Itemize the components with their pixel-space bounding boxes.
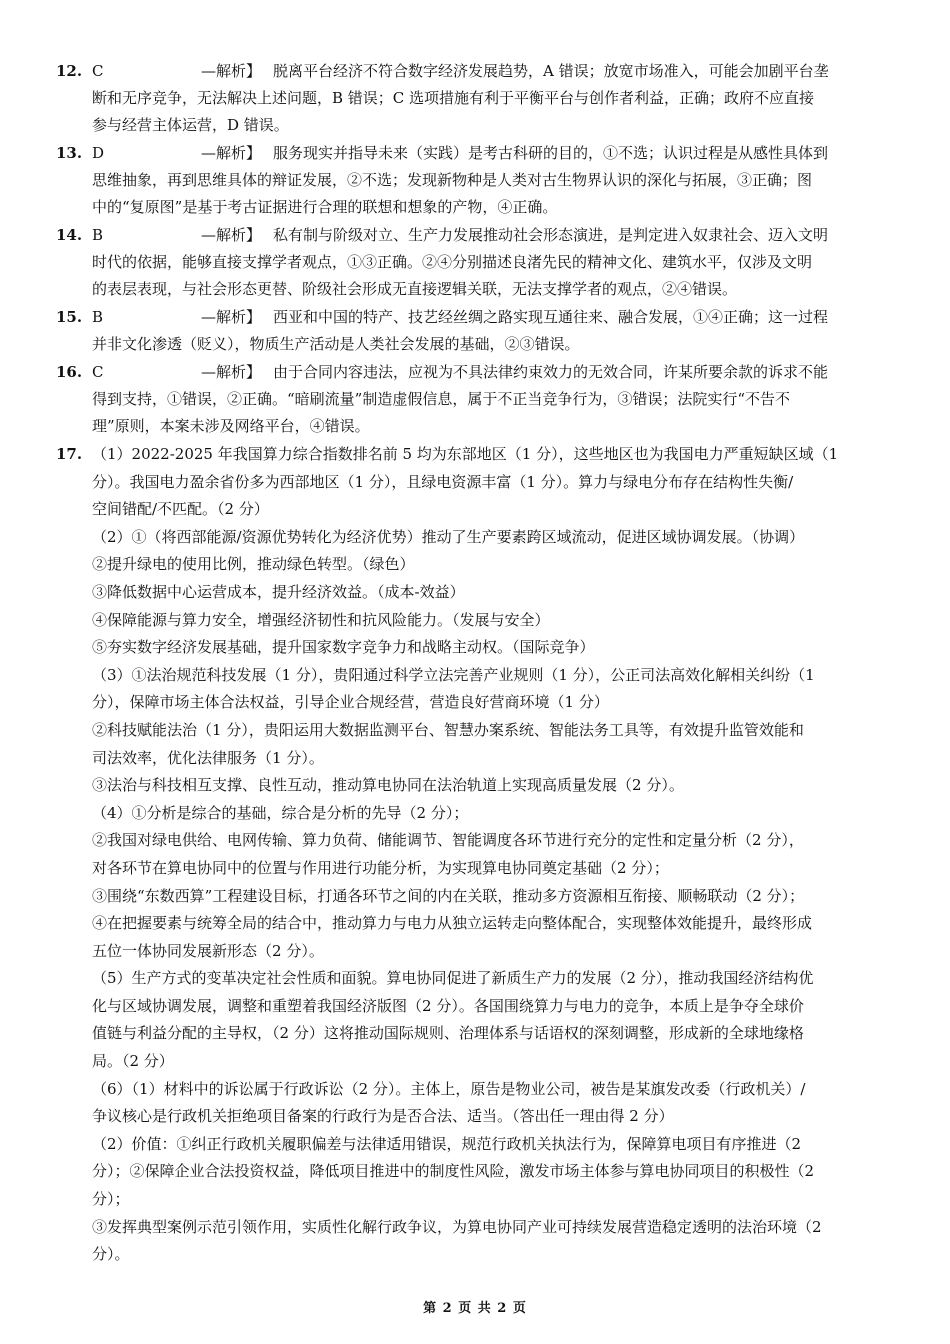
analysis-line: 的表层表现，与社会形态更替、阶级社会形成无直接逻辑关联，无法支撑学者的观点，②④错误。 (92, 280, 738, 298)
analysis-tag: —解析】 (201, 363, 262, 381)
answer-line: （2）价值：①纠正行政机关履职偏差与法律适用错误，规范行政机关执法行为，保障算电项目有序推进（2 (92, 1134, 802, 1153)
question-13 (56, 140, 894, 221)
analysis-tag: —解析】 (201, 144, 262, 162)
analysis-line: 由于合同内容违法，应视为不具法律约束效力的无效合同，许某所要余款的诉求不能 (273, 363, 829, 381)
question-number: 12. (56, 62, 83, 80)
answer-line: 分）； (92, 1190, 130, 1209)
analysis-line: 脱离平台经济不符合数字经济发展趋势，A 错误；放宽市场准入，可能会加剧平台垄 (273, 62, 829, 80)
answer-line: 分）。 (92, 1245, 130, 1264)
question-number: 13. (56, 144, 83, 162)
answer-line: （6）（1）材料中的诉讼属于行政诉讼（2 分）。主体上，原告是物业公司，被告是某旗发改委（行政机关）/ (92, 1079, 806, 1098)
answer-line: ⑤夯实数字经济发展基础，提升国家数字竞争力和战略主动权。（国际竞争） (92, 638, 595, 657)
analysis-line: 断和无序竞争，无法解决上述问题，B 错误；C 选项措施有利于平衡平台与创作者利益，正确；政府不应直接 (92, 89, 815, 107)
analysis-line: 得到支持，①错误，②正确。“暗刷流量”制造虚假信息，属于不正当竞争行为，③错误；法院实行“不告不 (92, 390, 791, 408)
answer-choice: B (92, 226, 104, 244)
answer-line: 争议核心是行政机关拒绝项目备案的行政行为是否合法、适当。（答出任一理由得 2 分） (92, 1107, 674, 1126)
answer-line: ③发挥典型案例示范引领作用，实质性化解行政争议，为算电协同产业可持续发展营造稳定透明的法治环境（2 (92, 1217, 822, 1236)
answer-line: ③围绕“东数西算”工程建设目标，打通各环节之间的内在关联，推动多方资源相互衔接、顺畅联动（2 分）； (92, 886, 805, 905)
answer-line: （1）2022-2025 年我国算力综合指数排名前 5 均为东部地区（1 分），这些地区也为我国电力严重短缺区域（1 (92, 445, 839, 463)
answer-line: 对各环节在算电协同中的位置与作用进行功能分析，为实现算电协同奠定基础（2 分）； (92, 858, 669, 877)
question-number: 14. (56, 226, 83, 244)
answer-line: （5）生产方式的变革决定社会性质和面貌。算电协同促进了新质生产力的发展（2 分），推动我国经济结构优 (92, 969, 814, 988)
answer-line: ③降低数据中心运营成本，提升经济效益。（成本-效益） (92, 582, 465, 601)
question-17-answer (92, 441, 896, 1269)
answer-line: ④在把握要素与统筹全局的结合中，推动算力与电力从独立运转走向整体配合，实现整体效能提升，最终形成 (92, 914, 813, 933)
analysis-line: 西亚和中国的特产、技艺经丝绸之路实现互通往来、融合发展，①④正确；这一过程 (273, 308, 829, 326)
analysis-line: 私有制与阶级对立、生产力发展推动社会形态演进，是判定进入奴隶社会、迈入文明 (273, 226, 829, 244)
answer-line: 分），保障市场主体合法权益，引导企业合规经营，营造良好营商环境（1 分） (92, 693, 609, 712)
answer-choice: D (92, 144, 105, 162)
answer-line: 空间错配/不匹配。（2 分） (92, 500, 269, 519)
analysis-tag: —解析】 (201, 308, 262, 326)
answer-choice: C (92, 363, 104, 381)
analysis-line: 服务现实并指导未来（实践）是考古科研的目的，①不选；认识过程是从感性具体到 (273, 144, 829, 162)
analysis-tag: —解析】 (201, 62, 262, 80)
answer-line: （3）①法治规范科技发展（1 分），贵阳通过科学立法完善产业规则（1 分），公正司法高效化解相关纠纷（1 (92, 665, 815, 684)
answer-line: 分）；②保障企业合法投资权益，降低项目推进中的制度性风险，激发市场主体参与算电协同项目的积极性（2 (92, 1162, 815, 1181)
answer-line: 化与区域协调发展，调整和重塑着我国经济版图（2 分）。各国围绕算力与电力的竞争，本质上是争夺全球价 (92, 996, 804, 1015)
analysis-tag: —解析】 (201, 226, 262, 244)
question-16 (56, 359, 894, 440)
analysis-line: 时代的依据，能够直接支撑学者观点，①③正确。②④分别描述良渚先民的精神文化、建筑水平，仅涉及文明 (92, 253, 813, 271)
answer-line: 司法效率，优化法律服务（1 分）。 (92, 748, 324, 767)
answer-choice: C (92, 62, 104, 80)
analysis-line: 理”原则，本案未涉及网络平台，④错误。 (92, 417, 370, 435)
question-12 (56, 58, 894, 139)
answer-line: （4）①分析是综合的基础，综合是分析的先导（2 分）； (92, 803, 469, 822)
answer-choice: B (92, 308, 104, 326)
answer-line: 值链与利益分配的主导权，（2 分）这将推动国际规则、治理体系与话语权的深刻调整，形成新的全球地缘格 (92, 1024, 804, 1043)
question-number: 17. (56, 445, 83, 463)
answer-line: ④保障能源与算力安全，增强经济韧性和抗风险能力。（发展与安全） (92, 610, 550, 629)
answer-line: ②提升绿电的使用比例，推动绿色转型。（绿色） (92, 555, 415, 574)
answer-line: 分）。我国电力盈余省份多为西部地区（1 分），且绿电资源丰富（1 分）。算力与绿电分布存在结构性失衡/ (92, 472, 794, 491)
analysis-line: 并非文化渗透（贬义），物质生产活动是人类社会发展的基础，②③错误。 (92, 335, 580, 353)
question-number: 15. (56, 308, 83, 326)
analysis-line: 中的“复原图”是基于考古证据进行合理的联想和想象的产物，④正确。 (92, 198, 558, 216)
question-number: 16. (56, 363, 83, 381)
answer-line: 五位一体协同发展新形态（2 分）。 (92, 941, 324, 960)
answer-line: （2）①（将西部能源/资源优势转化为经济优势）推动了生产要素跨区域流动，促进区域协调发展。（协调） (92, 527, 805, 546)
answer-line: 局。（2 分） (92, 1052, 174, 1071)
question-15 (56, 304, 894, 358)
answer-line: ②我国对绿电供给、电网传输、算力负荷、储能调节、智能调度各环节进行充分的定性和定量分析（2 分）， (92, 831, 804, 850)
analysis-line: 参与经营主体运营，D 错误。 (92, 116, 289, 134)
page-footer: 第 2 页 共 2 页 (423, 1301, 527, 1316)
analysis-line: 思维抽象，再到思维具体的辩证发展，②不选；发现新物种是人类对古生物界认识的深化与拓展，③正确；图 (92, 171, 813, 189)
question-14 (56, 222, 894, 303)
answer-line: ②科技赋能法治（1 分），贵阳运用大数据监测平台、智慧办案系统、智能法务工具等，有效提升监管效能和 (92, 720, 804, 739)
answer-line: ③法治与科技相互支撑、良性互动，推动算电协同在法治轨道上实现高质量发展（2 分）。 (92, 776, 684, 795)
